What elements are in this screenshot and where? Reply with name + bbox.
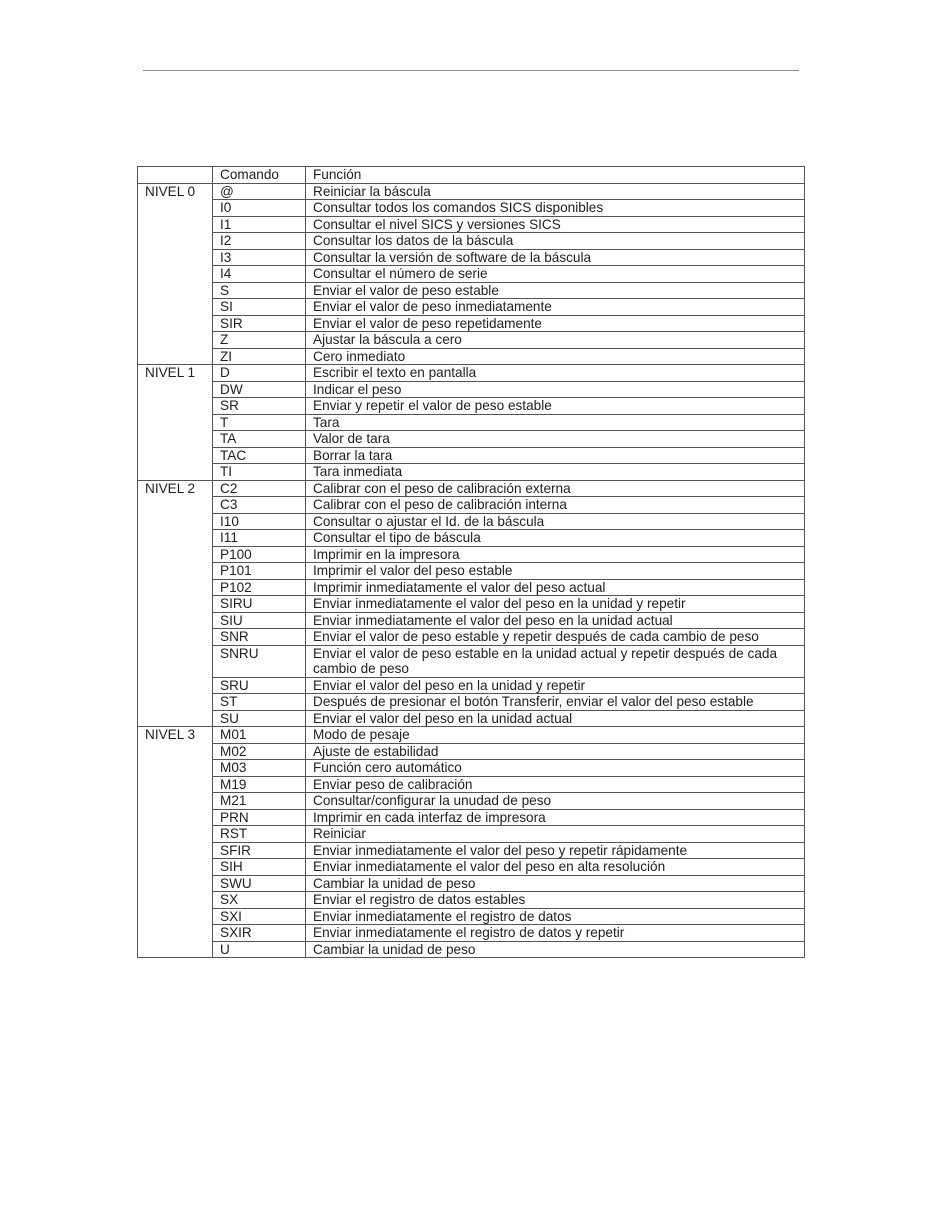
command-cell: SIU bbox=[213, 612, 306, 629]
command-cell: I11 bbox=[213, 530, 306, 547]
command-cell: C2 bbox=[213, 480, 306, 497]
command-cell: P101 bbox=[213, 563, 306, 580]
function-cell: Consultar/configurar la unudad de peso bbox=[306, 793, 805, 810]
command-cell: M21 bbox=[213, 793, 306, 810]
table-row bbox=[138, 381, 805, 398]
table-header-row bbox=[138, 167, 805, 184]
header-level bbox=[138, 167, 213, 184]
function-cell: Borrar la tara bbox=[306, 447, 805, 464]
command-cell: I3 bbox=[213, 249, 306, 266]
table-row bbox=[138, 743, 805, 760]
table-row bbox=[138, 875, 805, 892]
table-row bbox=[138, 216, 805, 233]
command-cell: P100 bbox=[213, 546, 306, 563]
command-cell: M19 bbox=[213, 776, 306, 793]
function-cell: Tara bbox=[306, 414, 805, 431]
function-cell: Después de presionar el botón Transferir, enviar el valor del peso estable bbox=[306, 694, 805, 711]
table-row bbox=[138, 546, 805, 563]
table-row bbox=[138, 513, 805, 530]
table-row bbox=[138, 629, 805, 646]
function-cell: Cero inmediato bbox=[306, 348, 805, 365]
table-row bbox=[138, 925, 805, 942]
function-cell: Calibrar con el peso de calibración interna bbox=[306, 497, 805, 514]
table-row bbox=[138, 908, 805, 925]
function-cell: Consultar el número de serie bbox=[306, 266, 805, 283]
table-row bbox=[138, 183, 805, 200]
table-row bbox=[138, 842, 805, 859]
command-cell: S bbox=[213, 282, 306, 299]
table-row bbox=[138, 941, 805, 958]
function-cell: Enviar el valor del peso en la unidad y repetir bbox=[306, 677, 805, 694]
table-row bbox=[138, 530, 805, 547]
command-cell: SX bbox=[213, 892, 306, 909]
table-row bbox=[138, 826, 805, 843]
function-cell: Enviar inmediatamente el valor del peso en la unidad actual bbox=[306, 612, 805, 629]
table-row bbox=[138, 282, 805, 299]
table-row bbox=[138, 447, 805, 464]
level-cell: NIVEL 0 bbox=[138, 183, 213, 365]
table-row bbox=[138, 677, 805, 694]
function-cell: Consultar la versión de software de la báscula bbox=[306, 249, 805, 266]
table-row bbox=[138, 332, 805, 349]
command-cell: I4 bbox=[213, 266, 306, 283]
function-cell: Imprimir inmediatamente el valor del peso actual bbox=[306, 579, 805, 596]
function-cell: Imprimir el valor del peso estable bbox=[306, 563, 805, 580]
command-cell: ST bbox=[213, 694, 306, 711]
table-row bbox=[138, 645, 805, 677]
command-cell: SU bbox=[213, 710, 306, 727]
function-cell: Indicar el peso bbox=[306, 381, 805, 398]
level-cell: NIVEL 3 bbox=[138, 727, 213, 958]
function-cell: Escribir el texto en pantalla bbox=[306, 365, 805, 382]
command-cell: SNRU bbox=[213, 645, 306, 677]
table-row bbox=[138, 200, 805, 217]
table-row bbox=[138, 760, 805, 777]
command-cell: U bbox=[213, 941, 306, 958]
function-cell: Enviar el valor de peso estable bbox=[306, 282, 805, 299]
function-cell: Enviar peso de calibración bbox=[306, 776, 805, 793]
function-cell: Enviar inmediatamente el registro de datos bbox=[306, 908, 805, 925]
table-row bbox=[138, 431, 805, 448]
command-cell: M01 bbox=[213, 727, 306, 744]
table-row bbox=[138, 859, 805, 876]
command-cell: T bbox=[213, 414, 306, 431]
command-cell: SI bbox=[213, 299, 306, 316]
table-row bbox=[138, 710, 805, 727]
function-cell: Consultar todos los comandos SICS disponibles bbox=[306, 200, 805, 217]
command-cell: TI bbox=[213, 464, 306, 481]
command-cell: C3 bbox=[213, 497, 306, 514]
table-row bbox=[138, 315, 805, 332]
table-row bbox=[138, 596, 805, 613]
command-cell: Z bbox=[213, 332, 306, 349]
function-cell: Enviar inmediatamente el valor del peso en la unidad y repetir bbox=[306, 596, 805, 613]
table-row bbox=[138, 266, 805, 283]
function-cell: Enviar el valor de peso estable en la unidad actual y repetir después de cada cambio de peso bbox=[306, 645, 805, 677]
function-cell: Ajuste de estabilidad bbox=[306, 743, 805, 760]
sics-command-table bbox=[137, 166, 805, 958]
command-cell: SWU bbox=[213, 875, 306, 892]
function-cell: Enviar el valor de peso estable y repetir después de cada cambio de peso bbox=[306, 629, 805, 646]
table-row bbox=[138, 809, 805, 826]
command-cell: I1 bbox=[213, 216, 306, 233]
level-cell: NIVEL 2 bbox=[138, 480, 213, 727]
table-row bbox=[138, 727, 805, 744]
table-row bbox=[138, 249, 805, 266]
command-cell: I10 bbox=[213, 513, 306, 530]
command-cell: SXIR bbox=[213, 925, 306, 942]
command-cell: ZI bbox=[213, 348, 306, 365]
command-cell: I0 bbox=[213, 200, 306, 217]
command-cell: SIR bbox=[213, 315, 306, 332]
function-cell: Función cero automático bbox=[306, 760, 805, 777]
command-cell: PRN bbox=[213, 809, 306, 826]
level-cell: NIVEL 1 bbox=[138, 365, 213, 481]
function-cell: Valor de tara bbox=[306, 431, 805, 448]
function-cell: Imprimir en cada interfaz de impresora bbox=[306, 809, 805, 826]
table-row bbox=[138, 233, 805, 250]
function-cell: Ajustar la báscula a cero bbox=[306, 332, 805, 349]
function-cell: Enviar inmediatamente el registro de datos y repetir bbox=[306, 925, 805, 942]
table-body bbox=[138, 183, 805, 958]
function-cell: Consultar o ajustar el Id. de la báscula bbox=[306, 513, 805, 530]
function-cell: Modo de pesaje bbox=[306, 727, 805, 744]
table-row bbox=[138, 793, 805, 810]
command-cell: SXI bbox=[213, 908, 306, 925]
function-cell: Tara inmediata bbox=[306, 464, 805, 481]
function-cell: Enviar y repetir el valor de peso estable bbox=[306, 398, 805, 415]
table-row bbox=[138, 398, 805, 415]
function-cell: Enviar inmediatamente el valor del peso en alta resolución bbox=[306, 859, 805, 876]
function-cell: Consultar los datos de la báscula bbox=[306, 233, 805, 250]
command-cell: M03 bbox=[213, 760, 306, 777]
command-cell: SR bbox=[213, 398, 306, 415]
command-cell: DW bbox=[213, 381, 306, 398]
header-function: Función bbox=[306, 167, 805, 184]
table-row bbox=[138, 365, 805, 382]
command-cell: @ bbox=[213, 183, 306, 200]
header-rule bbox=[143, 70, 799, 71]
function-cell: Calibrar con el peso de calibración externa bbox=[306, 480, 805, 497]
command-cell: SFIR bbox=[213, 842, 306, 859]
command-cell: SNR bbox=[213, 629, 306, 646]
table-row bbox=[138, 776, 805, 793]
function-cell: Enviar el valor de peso inmediatamente bbox=[306, 299, 805, 316]
table-row bbox=[138, 464, 805, 481]
function-cell: Imprimir en la impresora bbox=[306, 546, 805, 563]
command-cell: D bbox=[213, 365, 306, 382]
function-cell: Enviar el registro de datos estables bbox=[306, 892, 805, 909]
command-cell: RST bbox=[213, 826, 306, 843]
function-cell: Cambiar la unidad de peso bbox=[306, 941, 805, 958]
function-cell: Cambiar la unidad de peso bbox=[306, 875, 805, 892]
table-row bbox=[138, 414, 805, 431]
command-cell: SIH bbox=[213, 859, 306, 876]
function-cell: Reiniciar la báscula bbox=[306, 183, 805, 200]
command-cell: TA bbox=[213, 431, 306, 448]
function-cell: Reiniciar bbox=[306, 826, 805, 843]
function-cell: Enviar inmediatamente el valor del peso y repetir rápidamente bbox=[306, 842, 805, 859]
table-row bbox=[138, 299, 805, 316]
command-cell: SRU bbox=[213, 677, 306, 694]
table-row bbox=[138, 497, 805, 514]
command-cell: P102 bbox=[213, 579, 306, 596]
table-row bbox=[138, 694, 805, 711]
table-row bbox=[138, 480, 805, 497]
command-cell: I2 bbox=[213, 233, 306, 250]
header-command: Comando bbox=[213, 167, 306, 184]
table-row bbox=[138, 892, 805, 909]
table-row bbox=[138, 348, 805, 365]
command-cell: M02 bbox=[213, 743, 306, 760]
function-cell: Consultar el tipo de báscula bbox=[306, 530, 805, 547]
table-row bbox=[138, 579, 805, 596]
function-cell: Consultar el nivel SICS y versiones SICS bbox=[306, 216, 805, 233]
command-cell: TAC bbox=[213, 447, 306, 464]
function-cell: Enviar el valor de peso repetidamente bbox=[306, 315, 805, 332]
function-cell: Enviar el valor del peso en la unidad actual bbox=[306, 710, 805, 727]
table-row bbox=[138, 563, 805, 580]
table-row bbox=[138, 612, 805, 629]
command-cell: SIRU bbox=[213, 596, 306, 613]
